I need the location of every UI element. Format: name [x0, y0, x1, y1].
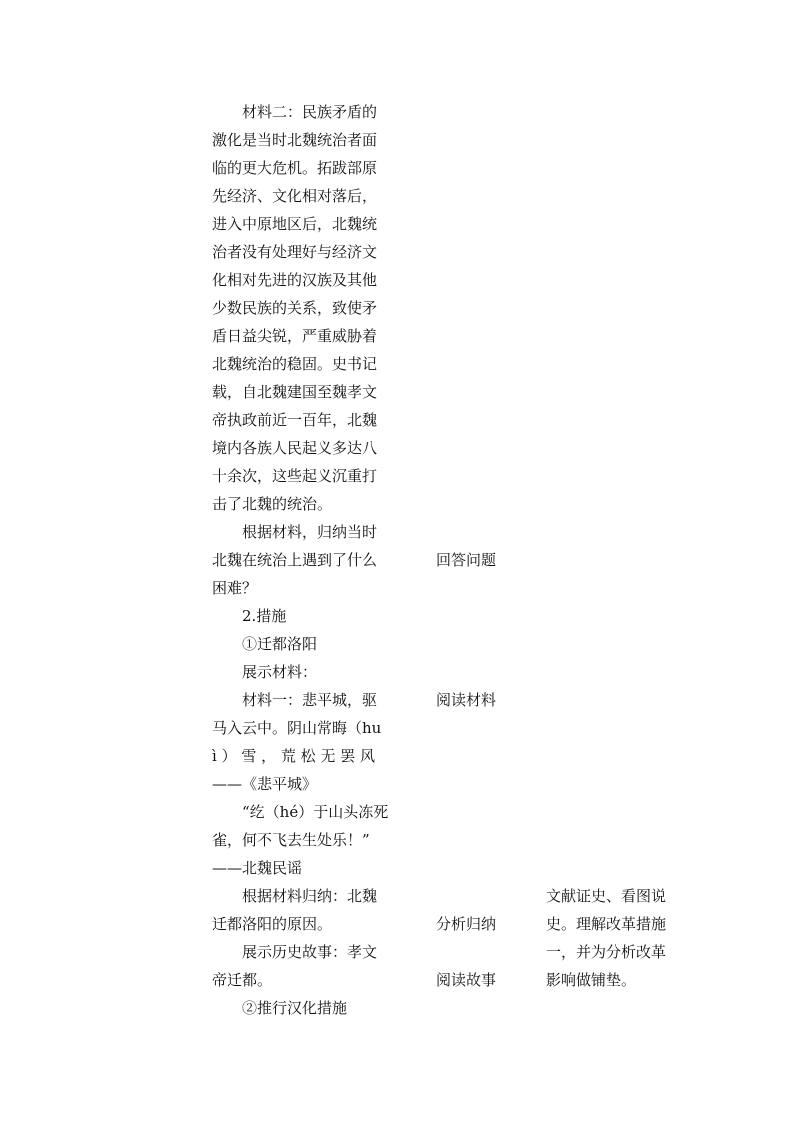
col1-line: 根据材料归纳：北魏	[242, 887, 378, 905]
col1-line: 先经济、文化相对落后，	[212, 187, 378, 205]
col1-line: ——北魏民谣	[212, 859, 303, 877]
col1-line: 境内各族人民起义多达八	[212, 439, 378, 457]
col1-line: 少数民族的关系，致使矛	[212, 299, 378, 317]
col1-line: 2.措施	[242, 607, 287, 625]
col1-line: 根据材料，归纳当时	[242, 523, 378, 541]
col1-line: ——《悲平城》	[212, 775, 318, 793]
col1-line: 临的更大危机。拓跋部原	[212, 159, 378, 177]
col1-line: 十余次，这些起义沉重打	[212, 467, 378, 485]
col1-line: 马入云中。阴山常晦（hu	[212, 719, 382, 737]
col1-line: 北魏统治的稳固。史书记	[212, 355, 378, 373]
col1-line: 化相对先进的汉族及其他	[212, 271, 378, 289]
student-activity-answer: 回答问题	[436, 551, 497, 569]
col1-line: ②推行汉化措施	[242, 999, 348, 1017]
col1-line: 困难？	[212, 579, 258, 597]
col1-line: 展示材料：	[242, 663, 318, 681]
col1-line: ì ） 雪 ， 荒 松 无 罢 风	[212, 747, 375, 765]
col1-line: 盾日益尖锐，严重威胁着	[212, 327, 378, 345]
col1-line: 帝迁都。	[212, 971, 273, 989]
col1-line: 北魏在统治上遇到了什么	[212, 551, 378, 569]
col1-line: 迁都洛阳的原因。	[212, 915, 333, 933]
student-activity-read-material: 阅读材料	[436, 691, 497, 709]
col1-line: 帝执政前近一百年，北魏	[212, 411, 378, 429]
col1-line: 激化是当时北魏统治者面	[212, 131, 378, 149]
col1-line: 进入中原地区后，北魏统	[212, 215, 378, 233]
design-intent-line: 史。理解改革措施	[546, 915, 667, 933]
col1-line: 展示历史故事：孝文	[242, 943, 378, 961]
col1-line: “纥（hé）于山头冻死	[242, 803, 389, 821]
col1-line: 材料一：悲平城，驱	[242, 691, 378, 709]
student-activity-analyze: 分析归纳	[436, 915, 497, 933]
col1-line: 载，自北魏建国至魏孝文	[212, 383, 378, 401]
col1-line: 材料二：民族矛盾的	[242, 103, 378, 121]
student-activity-read-story: 阅读故事	[436, 971, 497, 989]
col1-line: ①迁都洛阳	[242, 635, 318, 653]
design-intent-line: 一，并为分析改革	[546, 943, 667, 961]
design-intent-line: 影响做铺垫。	[546, 971, 637, 989]
design-intent-line: 文献证史、看图说	[546, 887, 667, 905]
col1-line: 治者没有处理好与经济文	[212, 243, 378, 261]
col1-line: 击了北魏的统治。	[212, 495, 333, 513]
col1-line: 雀，何不飞去生处乐！”	[212, 831, 370, 849]
